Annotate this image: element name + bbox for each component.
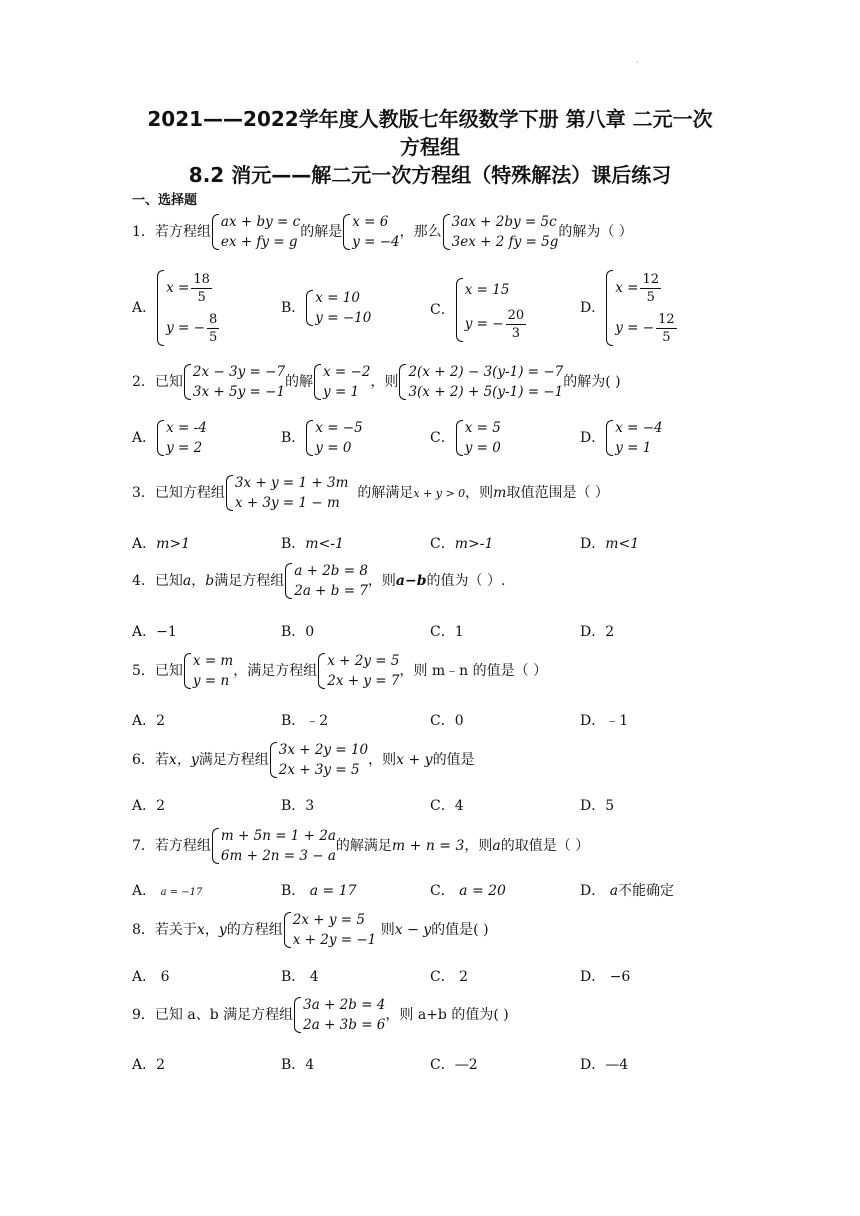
option-6a[interactable]: A．2 — [132, 798, 166, 814]
title-line-2: 方程组 — [400, 135, 460, 159]
equation-system: x + 2y = 5 2x + y = 7 — [317, 651, 399, 691]
option-1d[interactable]: D． x = $\frac{12}{5}$ y = − $\frac{12}{5}$ — [580, 268, 677, 348]
option-5c[interactable]: C．0 — [430, 713, 464, 729]
corner-dot: · — [636, 58, 639, 67]
equation-system: x = m y = n — [183, 651, 233, 691]
question-3: 3．已知方程组 3x + y = 1 + 3m x + 3y = 1 − m 的解满足x + y > 0，则m取值范围是（ ） — [132, 475, 609, 511]
option-2d[interactable]: D． x = −4 y = 1 — [580, 420, 663, 456]
option-2a[interactable]: A． x = -4 y = 2 — [132, 420, 207, 456]
option-9c[interactable]: C．—2 — [430, 1057, 478, 1073]
equation-system: ax + by = c ex + fy = g — [211, 212, 300, 252]
question-4: 4．已知a，b满足方程组 a + 2b = 8 2a + b = 7 ，则a−b的值为（ ）. — [132, 563, 506, 599]
option-5d[interactable]: D．﹣1 — [580, 713, 629, 729]
option-7c[interactable]: C． a = 20 — [430, 883, 506, 899]
option-3c[interactable]: C．m>-1 — [430, 536, 494, 552]
solution-system: x = 6 y = −4 — [342, 212, 399, 252]
title-line-1: 2021——2022学年度人教版七年级数学下册 第八章 二元一次 — [147, 107, 713, 131]
title-line-3: 8.2 消元——解二元一次方程组（特殊解法）课后练习 — [188, 163, 672, 187]
option-1c[interactable]: C． x = 15 y = − $\frac{20}{3}$ — [430, 276, 526, 344]
option-3b[interactable]: B．m<-1 — [281, 536, 344, 552]
option-9b[interactable]: B．4 — [281, 1057, 315, 1073]
option-4c[interactable]: C．1 — [430, 624, 464, 640]
equation-system: m + 5n = 1 + 2a 6m + 2n = 3 − a — [211, 826, 336, 866]
option-2c[interactable]: C． x = 5 y = 0 — [430, 420, 501, 456]
solution-system: x = −2 y = 1 — [313, 362, 370, 402]
equation-system: a + 2b = 8 2a + b = 7 — [284, 561, 368, 601]
question-2: 2．已知 2x − 3y = −7 3x + 5y = −1 的解 x = −2 y = 1 ，则 2(x + 2) − 3(y-1) = −7 3(x + 2) + 5(y-1) = −1 的解为( ) — [132, 364, 621, 400]
option-8c[interactable]: C． 2 — [430, 969, 469, 985]
option-5b[interactable]: B．﹣2 — [281, 713, 329, 729]
option-4b[interactable]: B．0 — [281, 624, 315, 640]
equation-system: 2x + y = 5 x + 2y = −1 — [283, 910, 377, 950]
question-1: 1．若方程组 ax + by = c ex + fy = g 的解是 x = 6 y = −4 ，那么 3ax + 2by = 5c 3ex + 2 fy = 5g 的解为（ ） — [132, 214, 633, 250]
option-1b[interactable]: B． x = 10 y = −10 — [281, 290, 372, 326]
option-8b[interactable]: B． 4 — [281, 969, 319, 985]
question-6: 6．若x，y满足方程组 3x + 2y = 10 2x + 3y = 5 ，则x + y的值是 — [132, 742, 475, 778]
question-8: 8．若关于x，y的方程组 2x + y = 5 x + 2y = −1 则x − y的值是( ) — [132, 912, 489, 948]
option-4a[interactable]: A．−1 — [132, 624, 177, 640]
option-3a[interactable]: A．m>1 — [132, 536, 191, 552]
option-6c[interactable]: C．4 — [430, 798, 464, 814]
option-8d[interactable]: D． −6 — [580, 969, 631, 985]
equation-system: 3ax + 2by = 5c 3ex + 2 fy = 5g — [442, 212, 559, 252]
option-8a[interactable]: A． 6 — [132, 969, 170, 985]
option-3d[interactable]: D．m<1 — [580, 536, 640, 552]
option-4d[interactable]: D．2 — [580, 624, 615, 640]
option-2b[interactable]: B． x = −5 y = 0 — [281, 420, 363, 456]
question-9: 9．已知 a、b 满足方程组 3a + 2b = 4 2a + 3b = 6 ，则 a+b 的值为( ) — [132, 997, 509, 1033]
option-6d[interactable]: D．5 — [580, 798, 615, 814]
question-7: 7．若方程组 m + 5n = 1 + 2a 6m + 2n = 3 − a 的解满足m + n = 3，则a的取值是（ ） — [132, 828, 590, 864]
option-7b[interactable]: B． a = 17 — [281, 883, 357, 899]
equation-system: 2x − 3y = −7 3x + 5y = −1 — [183, 362, 285, 402]
option-7a[interactable]: A． a = −17 — [132, 883, 203, 899]
option-5a[interactable]: A．2 — [132, 713, 166, 729]
equation-system: 3x + y = 1 + 3m x + 3y = 1 − m — [225, 473, 349, 513]
question-5: 5．已知 x = m y = n ，满足方程组 x + 2y = 5 2x + y = 7 ，则 m﹣n 的值是（ ） — [132, 653, 548, 689]
equation-system: 2(x + 2) − 3(y-1) = −7 3(x + 2) + 5(y-1) = −1 — [398, 362, 563, 402]
option-1a[interactable]: A． x = $\frac{18}{5}$ y = − $\frac{8}{5}$ — [132, 268, 219, 348]
option-6b[interactable]: B．3 — [281, 798, 315, 814]
option-7d[interactable]: D． a不能确定 — [580, 883, 675, 899]
option-9d[interactable]: D．—4 — [580, 1057, 629, 1073]
equation-system: 3x + 2y = 10 2x + 3y = 5 — [269, 740, 368, 780]
option-9a[interactable]: A．2 — [132, 1057, 166, 1073]
equation-system: 3a + 2b = 4 2a + 3b = 6 — [293, 995, 385, 1035]
section-heading: 一、选择题 — [132, 193, 198, 208]
